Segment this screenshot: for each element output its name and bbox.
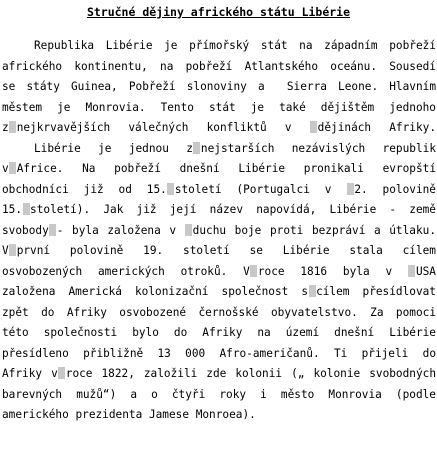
- text-line: městem je Monrovia. Tento stát je také dějištěm jednoho: [2, 100, 436, 114]
- text-line: 15. století). Jak již její název napovídá, Libérie - země: [2, 203, 436, 216]
- nbsp-marker: [185, 224, 192, 236]
- nbsp-marker: [167, 183, 174, 195]
- nbsp-marker: [347, 183, 354, 195]
- text-line: osvobozených amerických otroků. V roce 1816 byla v USA: [2, 264, 436, 278]
- nbsp-marker: [408, 265, 415, 277]
- text-line: přesídleno přibližně 13 000 Afro-američanů. Ti přijeli do: [2, 346, 436, 360]
- nbsp-marker: [309, 285, 316, 297]
- document-title: Stručné dějiny afrického státu Libérie: [86, 5, 351, 19]
- text-line: zpět do Afriky osvobozené černošské obyvatelstvo. Za pomoci: [2, 305, 436, 319]
- text-line: V první polovině 19. století se Libérie stala cílem: [2, 244, 436, 257]
- text-line: v Africe. Na pobřeží dnešní Libérie pronikali evropští: [2, 162, 436, 175]
- text-line: této společnosti bylo do Afriky na území dnešní Libérie: [2, 326, 436, 339]
- nbsp-marker: [250, 265, 257, 277]
- text-line: založena Americká kolonizační společnost s cílem přesídlovat: [2, 285, 436, 298]
- text-line: svobody - byla založena v duchu boje proti bezpráví a útlaku.: [2, 223, 436, 237]
- text-line: se státy Guinea, Pobřeží slonoviny a Sierra Leone. Hlavním: [2, 80, 436, 93]
- nbsp-marker: [9, 121, 16, 133]
- text-line: Republika Libérie je přímořský stát na západním pobřeží: [34, 39, 436, 52]
- nbsp-marker: [9, 244, 16, 256]
- text-line: Libérie je jednou z nejstarších nezávislých republik: [34, 141, 436, 155]
- nbsp-marker: [49, 224, 56, 236]
- nbsp-marker: [310, 121, 317, 133]
- nbsp-marker: [58, 367, 65, 379]
- text-line: afrického kontinentu, na pobřeží Atlantského oceánu. Sousedí: [2, 59, 436, 73]
- text-line: barevných mužů“) a o čtyři roky i město Monrovia (podle: [2, 387, 436, 401]
- nbsp-marker: [193, 142, 200, 154]
- document-body: [2, 36, 436, 426]
- nbsp-marker: [23, 203, 30, 215]
- text-line: amerického prezidenta Jamese Monroea).: [2, 408, 256, 421]
- text-line: Afriky v roce 1822, založili zde kolonii („ kolonie svobodných: [2, 367, 436, 380]
- text-line: obchodníci již od 15. století (Portugalci v 2. polovině: [2, 182, 436, 196]
- nbsp-marker: [9, 162, 16, 174]
- text-line: z nejkrvavějších válečných konfliktů v dějinách Afriky.: [2, 121, 436, 134]
